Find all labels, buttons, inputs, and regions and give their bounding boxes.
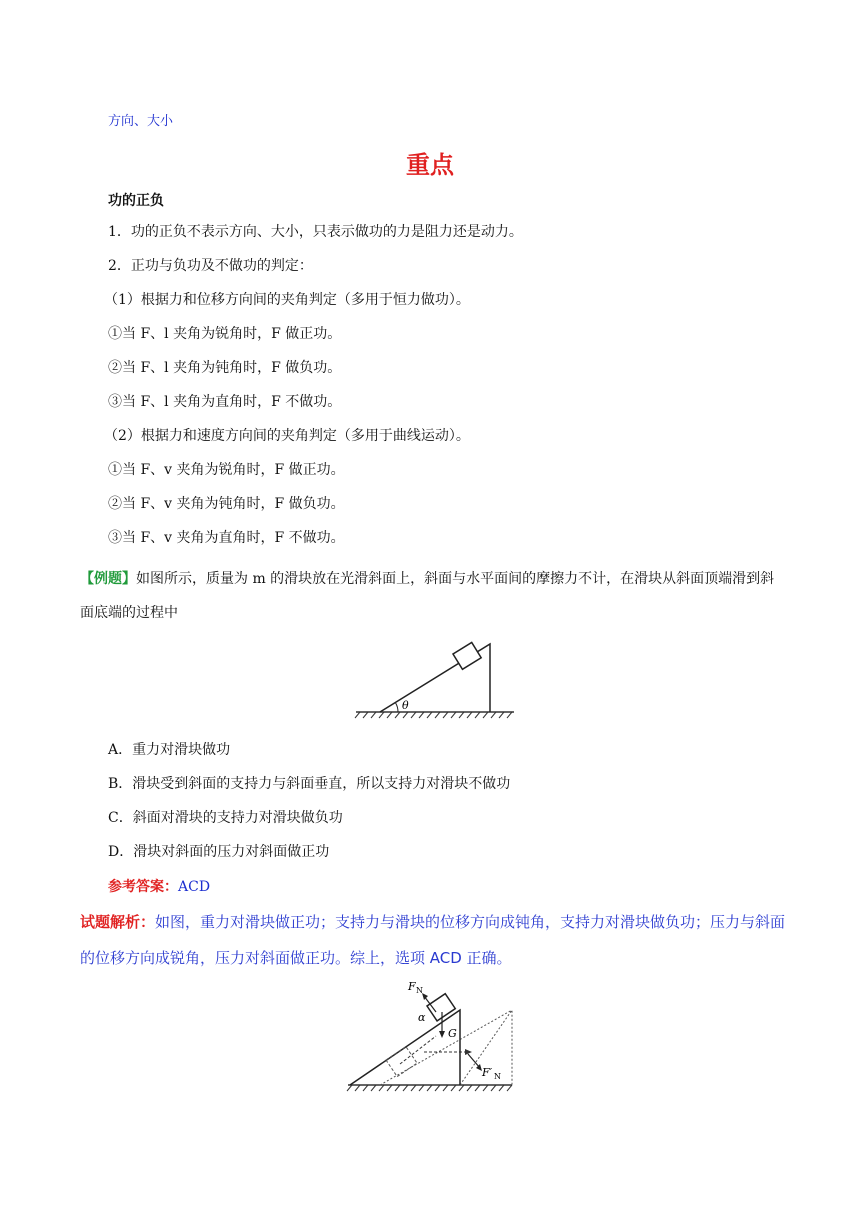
option-b: B．滑块受到斜面的支持力与斜面垂直，所以支持力对滑块不做功 (108, 776, 511, 792)
example-question (80, 562, 786, 630)
force-diagram (340, 972, 520, 1102)
block-path-line (400, 1036, 436, 1064)
incline-figure (350, 624, 520, 720)
ground-hatching (347, 1085, 512, 1091)
top-note: 方向、大小 (108, 114, 174, 129)
answer (108, 876, 210, 896)
answer-label: 参考答案： (108, 879, 178, 895)
ground-hatching (355, 712, 514, 718)
text-line: ①当 F、l 夹角为锐角时，F 做正功。 (108, 326, 342, 342)
angle-label: θ (402, 699, 409, 712)
displaced-slope (380, 1010, 512, 1085)
label-g: G (448, 1027, 457, 1040)
block (453, 642, 481, 669)
label-fn: F (408, 980, 416, 993)
option-d: D．滑块对斜面的压力对斜面做正功 (108, 844, 330, 860)
analysis (80, 904, 790, 976)
text-line: ③当 F、v 夹角为直角时，F 不做功。 (108, 530, 345, 546)
text-line: ①当 F、v 夹角为锐角时，F 做正功。 (108, 462, 345, 478)
text-line: ③当 F、l 夹角为直角时，F 不做功。 (108, 394, 342, 410)
text-line: ②当 F、v 夹角为钝角时，F 做负功。 (108, 496, 345, 512)
gravity-arrowhead (439, 1031, 445, 1038)
example-tag: 【例题】 (80, 571, 136, 587)
block-final-position (386, 1047, 417, 1077)
page-title: 重点 (406, 151, 454, 179)
label-fn-prime-sub: N (494, 1072, 501, 1081)
section-subheading: 功的正负 (108, 193, 164, 209)
label-fn-sub: N (416, 986, 423, 995)
text-line: ②当 F、l 夹角为钝角时，F 做负功。 (108, 360, 342, 376)
analysis-text: 如图，重力对滑块做正功；支持力与滑块的位移方向成钝角，支持力对滑块做负功；压力与斜面的位移方向成锐角，压力对斜面做正功。综上，选项 ACD 正确。 (80, 913, 786, 967)
text-line: 1．功的正负不表示方向、大小，只表示做功的力是阻力还是动力。 (108, 224, 523, 240)
option-c: C．斜面对滑块的支持力对滑块做负功 (108, 810, 343, 826)
angle-arc (396, 703, 399, 712)
option-a: A．重力对滑块做功 (108, 742, 231, 758)
text-line: 2．正功与负功及不做功的判定： (108, 258, 313, 274)
analysis-label: 试题解析： (80, 913, 156, 931)
example-text: 如图所示，质量为 m 的滑块放在光滑斜面上，斜面与水平面间的摩擦力不计，在滑块从斜面顶端滑到斜面底端的过程中 (80, 571, 775, 621)
label-fn-prime: F′ (482, 1066, 493, 1079)
text-line: （2）根据力和速度方向间的夹角判定（多用于曲线运动）。 (104, 428, 470, 444)
label-alpha: α (418, 1011, 426, 1024)
answer-value: ACD (178, 879, 211, 895)
text-line: （1）根据力和位移方向间的夹角判定（多用于恒力做功）。 (104, 292, 470, 308)
